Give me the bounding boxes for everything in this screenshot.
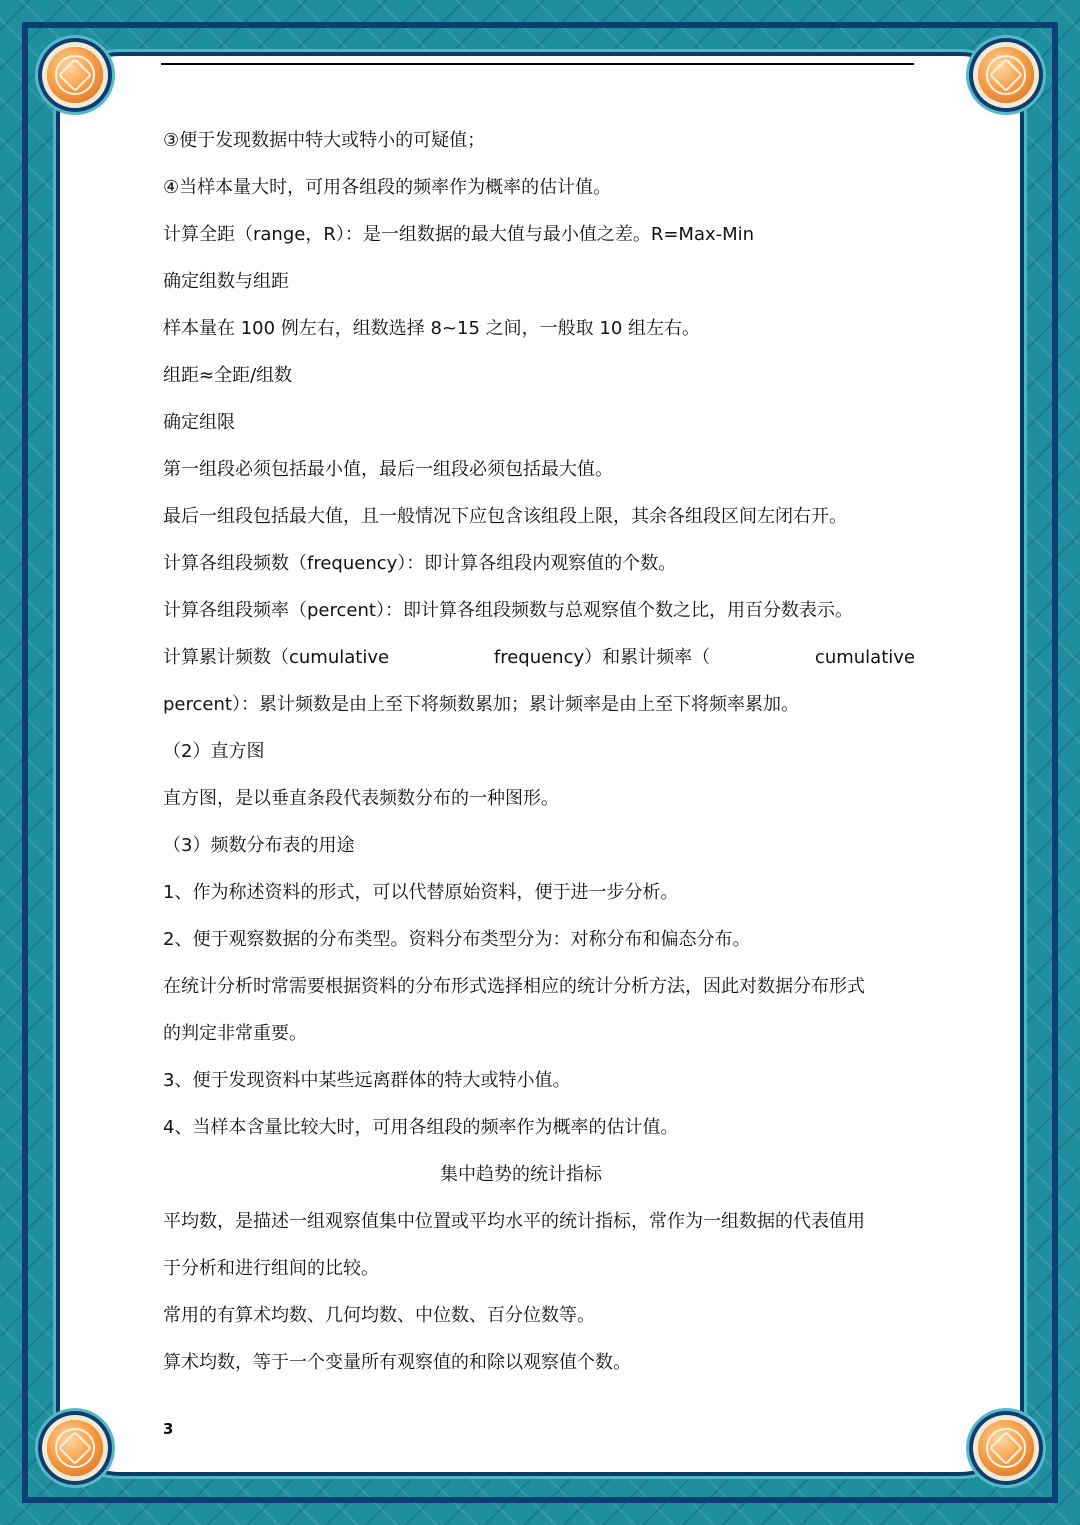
paragraph-line: 4、当样本含量比较大时，可用各组段的频率作为概率的估计值。 xyxy=(163,1117,679,1138)
paragraph-line: 计算各组段频数（frequency）：即计算各组段内观察值的个数。 xyxy=(163,553,677,574)
paragraph-line: 常用的有算术均数、几何均数、中位数、百分位数等。 xyxy=(163,1305,595,1326)
paragraph-line: 在统计分析时常需要根据资料的分布形式选择相应的统计分析方法，因此对数据分布形式 xyxy=(163,976,865,997)
subheading: （3）频数分布表的用途 xyxy=(163,835,355,856)
paragraph-line: 确定组数与组距 xyxy=(163,271,289,292)
corner-ornament-icon xyxy=(47,47,103,103)
paragraph-line: ③便于发现数据中特大或特小的可疑值； xyxy=(163,130,486,151)
paragraph-line: 1、作为称述资料的形式，可以代替原始资料，便于进一步分析。 xyxy=(163,882,679,903)
paragraph-line: 于分析和进行组间的比较。 xyxy=(163,1258,379,1279)
header-rule xyxy=(161,63,914,65)
paragraph-line: 确定组限 xyxy=(163,412,235,433)
paragraph-line: 组距≈全距/组数 xyxy=(163,365,293,386)
corner-ornament-icon xyxy=(47,1420,103,1476)
paragraph-line: percent）：累计频数是由上至下将频数累加；累计频率是由上至下将频率累加。 xyxy=(163,694,799,715)
subheading: （2）直方图 xyxy=(163,741,265,762)
paragraph-line: 计算各组段频率（percent）：即计算各组段频数与总观察值个数之比，用百分数表示。 xyxy=(163,600,853,621)
paragraph-line: 的判定非常重要。 xyxy=(163,1023,307,1044)
paragraph-line: ④当样本量大时，可用各组段的频率作为概率的估计值。 xyxy=(163,177,612,198)
justified-part: cumulative xyxy=(814,647,915,668)
page-number: 3 xyxy=(163,1420,174,1438)
section-title: 集中趋势的统计指标 xyxy=(440,1164,602,1185)
paragraph-line: 样本量在 100 例左右，组数选择 8~15 之间，一般取 10 组左右。 xyxy=(163,318,701,339)
justified-part: frequency）和累计频率（ xyxy=(493,647,711,668)
justified-part: 计算累计频数（cumulative xyxy=(163,647,390,668)
paragraph-line: 第一组段必须包括最小值，最后一组段必须包括最大值。 xyxy=(163,459,613,480)
document-body xyxy=(163,124,915,1393)
paragraph-line: 直方图，是以垂直条段代表频数分布的一种图形。 xyxy=(163,788,559,809)
corner-ornament-icon xyxy=(978,47,1034,103)
paragraph-line: 2、便于观察数据的分布类型。资料分布类型分为：对称分布和偏态分布。 xyxy=(163,929,751,950)
paragraph-line: 计算全距（range，R）：是一组数据的最大值与最小值之差。R=Max-Min xyxy=(163,224,755,245)
corner-ornament-icon xyxy=(978,1420,1034,1476)
paragraph-line: 最后一组段包括最大值，且一般情况下应包含该组段上限，其余各组段区间左闭右开。 xyxy=(163,506,847,527)
paragraph-line: 3、便于发现资料中某些远离群体的特大或特小值。 xyxy=(163,1070,571,1091)
justified-line xyxy=(163,641,915,688)
paragraph-line: 算术均数，等于一个变量所有观察值的和除以观察值个数。 xyxy=(163,1352,631,1373)
paragraph-line: 平均数，是描述一组观察值集中位置或平均水平的统计指标，常作为一组数据的代表值用 xyxy=(163,1211,865,1232)
